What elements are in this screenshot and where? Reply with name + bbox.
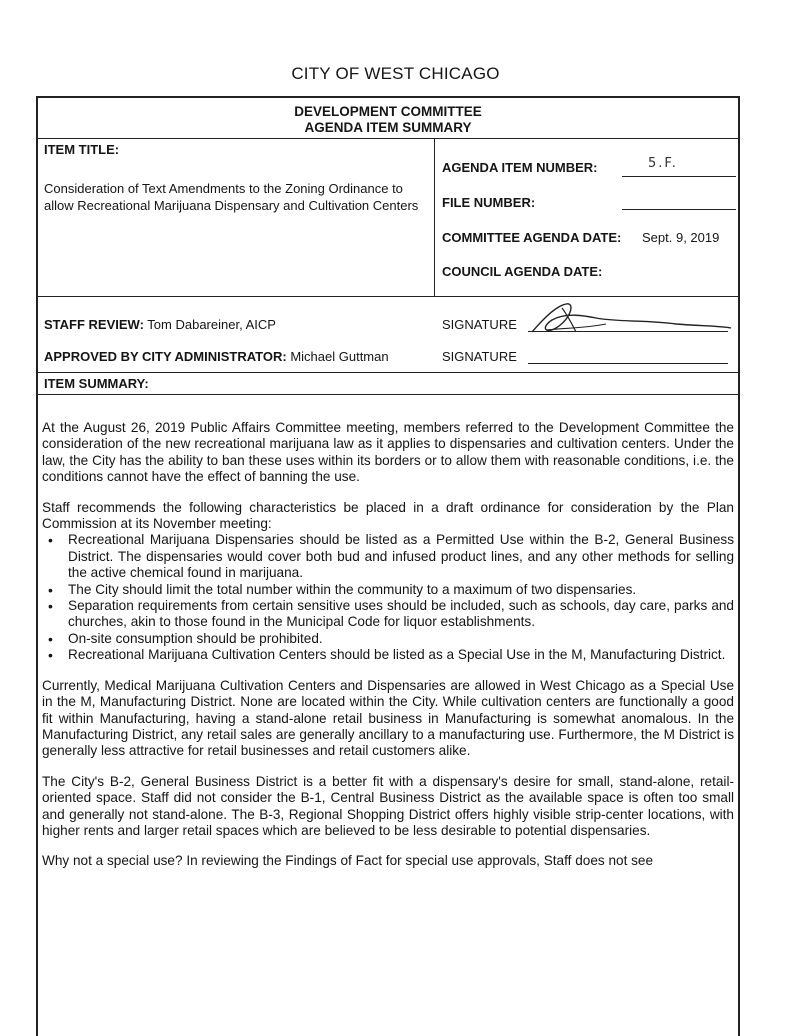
list-item: • On-site consumption should be prohibited. bbox=[42, 631, 734, 647]
box-title-line2: AGENDA ITEM SUMMARY bbox=[304, 120, 472, 135]
committee-date-label: COMMITTEE AGENDA DATE: bbox=[442, 230, 622, 245]
approved-value: Michael Guttman bbox=[290, 349, 389, 364]
item-title-label: ITEM TITLE: bbox=[44, 142, 120, 157]
signature-line-2 bbox=[528, 363, 728, 364]
staff-review-row bbox=[44, 317, 276, 332]
agenda-item-number-value: 5.F. bbox=[648, 156, 678, 171]
approved-label: APPROVED BY CITY ADMINISTRATOR: bbox=[44, 349, 287, 364]
agenda-item-number-line bbox=[622, 176, 736, 177]
handwritten-signature bbox=[526, 298, 736, 342]
summary-paragraph: At the August 26, 2019 Public Affairs Committee meeting, members referred to the Development Committee the consideration of the new recreational marijuana law as it applies to dispensaries and cultivation centers. Under the law, the City has the ability to ban these uses within its borders or to allow them with reasonable conditions, i.e. the conditions cannot have the effect of banning the use. bbox=[42, 420, 734, 485]
list-item: • Recreational Marijuana Cultivation Centers should be listed as a Special Use in the M, Manufacturing District. bbox=[42, 647, 734, 663]
agenda-summary-box bbox=[36, 96, 740, 1036]
list-item: • Separation requirements from certain sensitive uses should be included, such as schools, day care, parks and churches, akin to those found in the Municipal Code for liquor establishments. bbox=[42, 598, 734, 631]
item-title-text: Consideration of Text Amendments to the Zoning Ordinance to allow Recreational Marijuana Dispensary and Cultivation Centers bbox=[44, 181, 419, 213]
list-item: • The City should limit the total number within the community to a maximum of two dispensaries. bbox=[42, 582, 734, 598]
recommendation-list bbox=[42, 532, 734, 663]
council-date-label: COUNCIL AGENDA DATE: bbox=[442, 264, 603, 279]
staff-review-value: Tom Dabareiner, AICP bbox=[147, 317, 276, 332]
file-number-line bbox=[622, 209, 736, 210]
summary-body bbox=[42, 420, 734, 870]
committee-date-value: Sept. 9, 2019 bbox=[642, 230, 720, 245]
summary-paragraph: Why not a special use? In reviewing the Findings of Fact for special use approvals, Staff does not see bbox=[42, 853, 654, 869]
page-title: CITY OF WEST CHICAGO bbox=[291, 64, 500, 83]
column-divider bbox=[434, 138, 435, 296]
summary-paragraph: Staff recommends the following characteristics be placed in a draft ordinance for consideration by the Plan Commission at its November meeting: bbox=[42, 499, 734, 532]
signature-label-1: SIGNATURE bbox=[442, 317, 517, 332]
signature-label-2: SIGNATURE bbox=[442, 349, 517, 364]
summary-paragraph: Currently, Medical Marijuana Cultivation Centers and Dispensaries are allowed in West Chicago as a Special Use in the M, Manufacturing District. None are located within the City. While cultivation centers are functionally a good fit within Manufacturing, having a stand-alone retail business in Manufacturing is somewhat anomalous. In the Manufacturing District, any retail sales are generally ancillary to a manufacturing use. Furthermore, the M District is generally less attractive for retail businesses and retail customers alike. bbox=[42, 677, 734, 759]
file-number-label: FILE NUMBER: bbox=[442, 195, 536, 210]
summary-paragraph: The City's B-2, General Business District is a better fit with a dispensary's desire for small, stand-alone, retail-oriented space. Staff did not consider the B-1, Central Business District as the available space is often too small and generally not stand-alone. The B-3, Regional Shopping District offers highly visible strip-center locations, with higher rents and larger retail spaces which are believed to be less desirable to potential dispensaries. bbox=[42, 773, 734, 838]
divider bbox=[38, 372, 738, 373]
list-item: • Recreational Marijuana Dispensaries should be listed as a Permitted Use within the B-2, General Business District. The dispensaries would cover both bud and infused product lines, and any other methods for selling the active chemical found in marijuana. bbox=[42, 532, 734, 581]
staff-review-label: STAFF REVIEW: bbox=[44, 317, 144, 332]
divider bbox=[38, 296, 738, 297]
box-title-line1: DEVELOPMENT COMMITTEE bbox=[294, 104, 482, 119]
agenda-item-number-label: AGENDA ITEM NUMBER: bbox=[442, 160, 598, 175]
divider bbox=[38, 138, 738, 139]
approved-row bbox=[44, 349, 389, 364]
divider bbox=[38, 394, 738, 395]
item-summary-label: ITEM SUMMARY: bbox=[44, 376, 149, 391]
